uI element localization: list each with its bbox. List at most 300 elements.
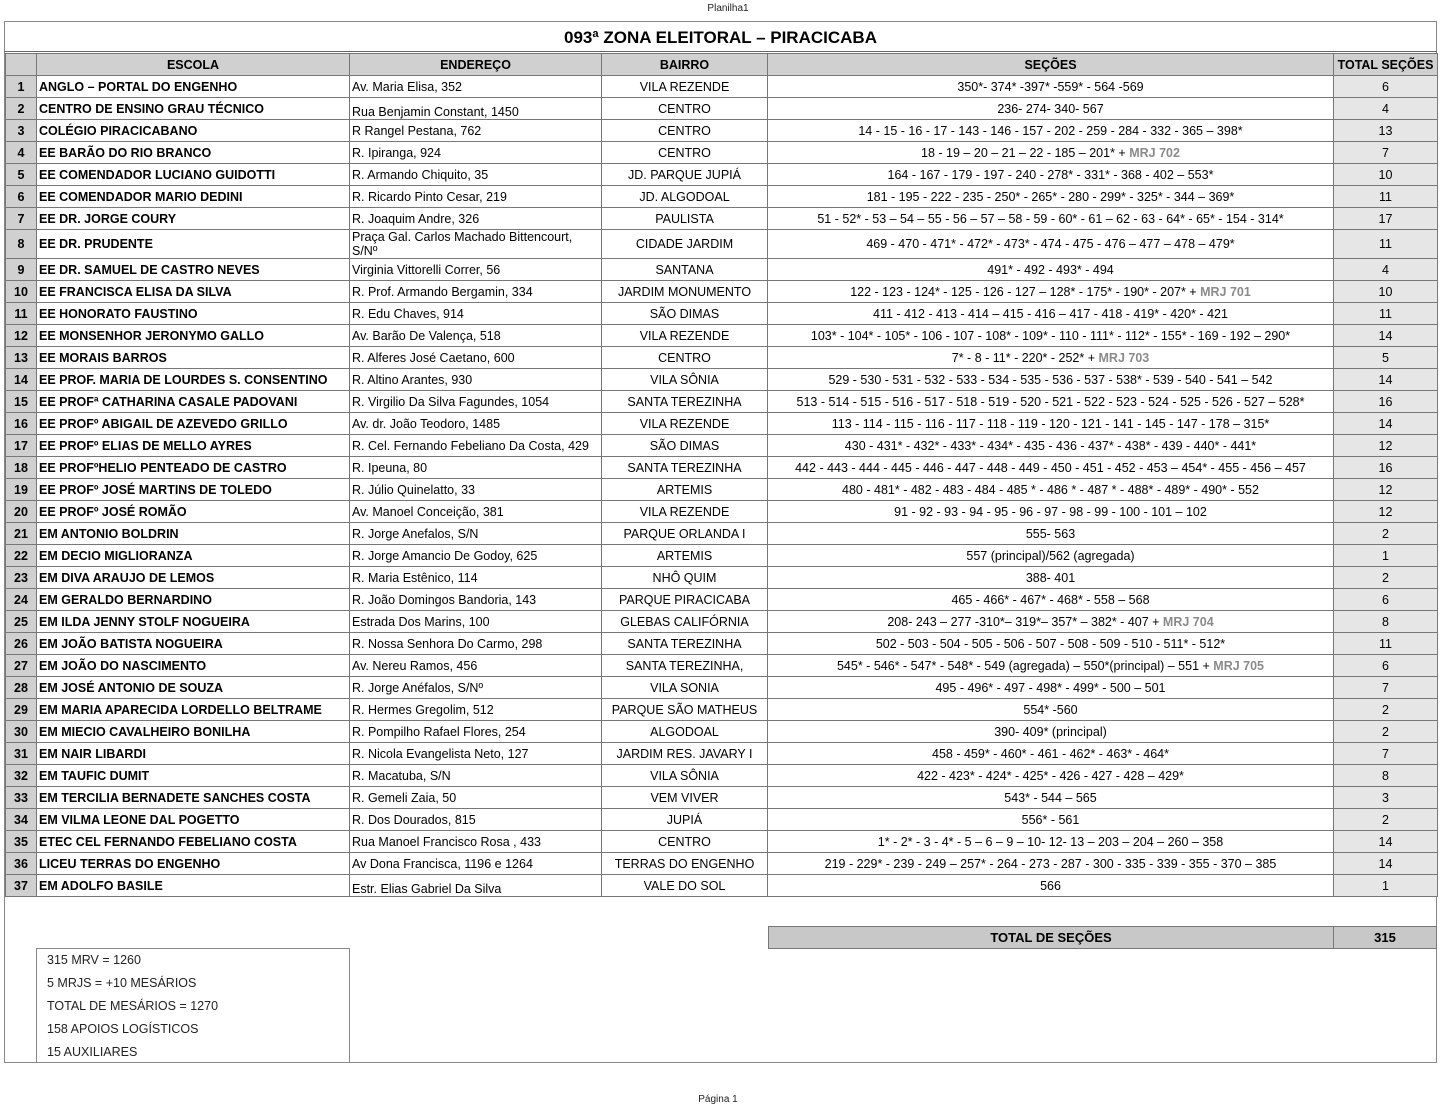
secoes-text: 557 (principal)/562 (agregada)	[966, 548, 1135, 563]
cell-escola[interactable]: EE MORAIS BARROS	[37, 347, 350, 369]
endereco-text: R. Maria Estênico, 114	[352, 570, 478, 585]
cell-total[interactable]: 14	[1334, 831, 1438, 853]
secoes-text: 350*- 374* -397* -559* - 564 -569	[957, 79, 1144, 94]
cell-endereco[interactable]	[350, 391, 602, 413]
cell-secoes[interactable]	[768, 567, 1334, 589]
secoes-text: 122 - 123 - 124* - 125 - 126 - 127 – 128* - 175* - 190* - 207* +	[850, 284, 1201, 299]
cell-escola[interactable]: EM DIVA ARAUJO DE LEMOS	[37, 567, 350, 589]
secoes-text: 219 - 229* - 239 - 249 – 257* - 264 - 273 - 287 - 300 - 335 - 339 - 355 - 370 – 385	[824, 856, 1277, 871]
totals-value: 315	[1334, 926, 1437, 949]
cell-total[interactable]: 8	[1334, 611, 1438, 633]
cell-total[interactable]: 4	[1334, 259, 1438, 281]
summary-line: 5 MRJS = +10 MESÁRIOS	[47, 976, 197, 990]
row-number[interactable]: 21	[6, 523, 37, 545]
table-row	[6, 186, 1438, 208]
row-number[interactable]: 33	[6, 787, 37, 809]
row-number[interactable]: 8	[6, 230, 37, 259]
cell-bairro[interactable]: VILA SÔNIA	[602, 369, 768, 391]
cell-total[interactable]: 1	[1334, 545, 1438, 567]
summary-line: 158 APOIOS LOGÍSTICOS	[47, 1022, 199, 1036]
endereco-text: Rua Benjamin Constant, 1450	[352, 104, 519, 119]
cell-secoes[interactable]	[768, 611, 1334, 633]
cell-total[interactable]: 2	[1334, 809, 1438, 831]
cell-escola[interactable]: EM VILMA LEONE DAL POGETTO	[37, 809, 350, 831]
cell-total[interactable]: 10	[1334, 164, 1438, 186]
cell-endereco[interactable]	[350, 655, 602, 677]
cell-secoes[interactable]	[768, 545, 1334, 567]
cell-escola[interactable]: EM JOÃO BATISTA NOGUEIRA	[37, 633, 350, 655]
cell-escola[interactable]: EE PROFº ELIAS DE MELLO AYRES	[37, 435, 350, 457]
cell-escola[interactable]: EE COMENDADOR LUCIANO GUIDOTTI	[37, 164, 350, 186]
endereco-text: Av. Barão De Valença, 518	[352, 328, 501, 343]
cell-total[interactable]: 2	[1334, 699, 1438, 721]
endereco-text: R. Hermes Gregolim, 512	[352, 702, 494, 717]
header-escola[interactable]: ESCOLA	[37, 54, 350, 76]
cell-bairro[interactable]: VILA REZENDE	[602, 325, 768, 347]
row-number[interactable]: 2	[6, 98, 37, 120]
cell-total[interactable]: 7	[1334, 142, 1438, 164]
cell-escola[interactable]: EM JOÃO DO NASCIMENTO	[37, 655, 350, 677]
cell-secoes[interactable]	[768, 765, 1334, 787]
cell-escola[interactable]: EE COMENDADOR MARIO DEDINI	[37, 186, 350, 208]
cell-endereco[interactable]	[350, 208, 602, 230]
cell-endereco[interactable]	[350, 853, 602, 875]
row-number[interactable]: 3	[6, 120, 37, 142]
cell-endereco[interactable]	[350, 721, 602, 743]
cell-escola[interactable]: CENTRO DE ENSINO GRAU TÉCNICO	[37, 98, 350, 120]
table-row	[6, 347, 1438, 369]
cell-endereco[interactable]	[350, 303, 602, 325]
cell-bairro[interactable]: SÃO DIMAS	[602, 303, 768, 325]
secoes-text: 554* -560	[1023, 702, 1078, 717]
cell-secoes[interactable]	[768, 303, 1334, 325]
cell-secoes[interactable]	[768, 831, 1334, 853]
cell-escola[interactable]: EE HONORATO FAUSTINO	[37, 303, 350, 325]
cell-bairro[interactable]: SANTANA	[602, 259, 768, 281]
cell-secoes[interactable]	[768, 677, 1334, 699]
cell-escola[interactable]: EE PROF. MARIA DE LOURDES S. CONSENTINO	[37, 369, 350, 391]
cell-bairro[interactable]: GLEBAS CALIFÓRNIA	[602, 611, 768, 633]
row-number[interactable]: 25	[6, 611, 37, 633]
secoes-text: 51 - 52* - 53 – 54 – 55 - 56 – 57 – 58 - 59 - 60* - 61 – 62 - 63 - 64* - 65* - 154 - 314*	[817, 211, 1284, 226]
header-endereco[interactable]: ENDEREÇO	[350, 54, 602, 76]
table-row	[6, 699, 1438, 721]
cell-secoes[interactable]	[768, 589, 1334, 611]
cell-bairro[interactable]: VILA REZENDE	[602, 413, 768, 435]
secoes-text: 388- 401	[1025, 570, 1076, 585]
cell-total[interactable]: 3	[1334, 787, 1438, 809]
cell-total[interactable]: 11	[1334, 303, 1438, 325]
cell-endereco[interactable]	[350, 589, 602, 611]
cell-escola[interactable]: EE PROFª CATHARINA CASALE PADOVANI	[37, 391, 350, 413]
cell-endereco[interactable]	[350, 765, 602, 787]
page-footer: Página 1	[698, 1094, 738, 1105]
cell-total[interactable]: 14	[1334, 369, 1438, 391]
row-number[interactable]: 11	[6, 303, 37, 325]
endereco-text: R. Ricardo Pinto Cesar, 219	[352, 189, 507, 204]
cell-endereco[interactable]	[350, 186, 602, 208]
cell-total[interactable]: 8	[1334, 765, 1438, 787]
row-number[interactable]: 19	[6, 479, 37, 501]
cell-endereco[interactable]	[350, 164, 602, 186]
header-bairro[interactable]: BAIRRO	[602, 54, 768, 76]
cell-secoes[interactable]	[768, 325, 1334, 347]
endereco-text: Estr. Elias Gabriel Da Silva	[352, 881, 502, 896]
row-number[interactable]: 5	[6, 164, 37, 186]
cell-endereco[interactable]	[350, 501, 602, 523]
row-number[interactable]: 6	[6, 186, 37, 208]
cell-secoes[interactable]	[768, 853, 1334, 875]
cell-escola[interactable]: EM JOSÉ ANTONIO DE SOUZA	[37, 677, 350, 699]
cell-total[interactable]: 11	[1334, 633, 1438, 655]
row-number[interactable]: 22	[6, 545, 37, 567]
cell-total[interactable]: 1	[1334, 875, 1438, 897]
cell-endereco[interactable]	[350, 677, 602, 699]
row-number[interactable]: 24	[6, 589, 37, 611]
cell-escola[interactable]: EM TERCILIA BERNADETE SANCHES COSTA	[37, 787, 350, 809]
cell-bairro[interactable]: PARQUE PIRACICABA	[602, 589, 768, 611]
cell-escola[interactable]: EE DR. SAMUEL DE CASTRO NEVES	[37, 259, 350, 281]
cell-total[interactable]: 11	[1334, 186, 1438, 208]
cell-bairro[interactable]: VILA SÔNIA	[602, 765, 768, 787]
cell-endereco[interactable]	[350, 369, 602, 391]
cell-bairro[interactable]: CENTRO	[602, 347, 768, 369]
cell-bairro[interactable]: JD. PARQUE JUPIÁ	[602, 164, 768, 186]
cell-total[interactable]: 12	[1334, 479, 1438, 501]
cell-escola[interactable]: EE PROFº JOSÉ MARTINS DE TOLEDO	[37, 479, 350, 501]
cell-escola[interactable]: EM DECIO MIGLIORANZA	[37, 545, 350, 567]
cell-total[interactable]: 5	[1334, 347, 1438, 369]
cell-total[interactable]: 12	[1334, 501, 1438, 523]
cell-endereco[interactable]	[350, 281, 602, 303]
cell-bairro[interactable]: JARDIM MONUMENTO	[602, 281, 768, 303]
table-row	[6, 76, 1438, 98]
cell-endereco[interactable]	[350, 76, 602, 98]
cell-secoes[interactable]	[768, 479, 1334, 501]
table-row	[6, 457, 1438, 479]
cell-total[interactable]: 14	[1334, 413, 1438, 435]
cell-endereco[interactable]	[350, 611, 602, 633]
totals-label: TOTAL DE SEÇÕES	[768, 926, 1334, 949]
cell-secoes[interactable]	[768, 435, 1334, 457]
cell-endereco[interactable]	[350, 120, 602, 142]
secoes-text: 103* - 104* - 105* - 106 - 107 - 108* - 109* - 110 - 111* - 112* - 155* - 169 - 192 – 290*	[810, 328, 1291, 343]
cell-endereco[interactable]	[350, 787, 602, 809]
table-row	[6, 831, 1438, 853]
cell-escola[interactable]: EM MARIA APARECIDA LORDELLO BELTRAME	[37, 699, 350, 721]
row-number[interactable]: 31	[6, 743, 37, 765]
secoes-text: 469 - 470 - 471* - 472* - 473* - 474 - 475 - 476 – 477 – 478 – 479*	[866, 237, 1235, 251]
cell-escola[interactable]: LICEU TERRAS DO ENGENHO	[37, 853, 350, 875]
header-total[interactable]: TOTAL SEÇÕES	[1334, 54, 1438, 76]
cell-secoes[interactable]	[768, 413, 1334, 435]
cell-bairro[interactable]: JARDIM RES. JAVARY I	[602, 743, 768, 765]
row-number[interactable]: 17	[6, 435, 37, 457]
cell-escola[interactable]: EE BARÃO DO RIO BRANCO	[37, 142, 350, 164]
cell-secoes[interactable]	[768, 347, 1334, 369]
secoes-text: 422 - 423* - 424* - 425* - 426 - 427 - 428 – 429*	[917, 768, 1184, 783]
cell-escola[interactable]: EE FRANCISCA ELISA DA SILVA	[37, 281, 350, 303]
cell-total[interactable]: 17	[1334, 208, 1438, 230]
endereco-text: R. Cel. Fernando Febeliano Da Costa, 429	[352, 438, 589, 453]
cell-bairro[interactable]: TERRAS DO ENGENHO	[602, 853, 768, 875]
row-number[interactable]: 13	[6, 347, 37, 369]
table-row	[6, 164, 1438, 186]
row-number[interactable]: 1	[6, 76, 37, 98]
cell-secoes[interactable]	[768, 281, 1334, 303]
secoes-text: 18 - 19 – 20 – 21 – 22 - 185 – 201* +	[921, 145, 1130, 160]
cell-endereco[interactable]	[350, 743, 602, 765]
cell-secoes[interactable]	[768, 164, 1334, 186]
cell-escola[interactable]: EE PROFº ABIGAIL DE AZEVEDO GRILLO	[37, 413, 350, 435]
cell-bairro[interactable]: PAULISTA	[602, 208, 768, 230]
cell-bairro[interactable]: JUPIÁ	[602, 809, 768, 831]
cell-total[interactable]: 16	[1334, 391, 1438, 413]
cell-escola[interactable]: ANGLO – PORTAL DO ENGENHO	[37, 76, 350, 98]
table-row	[6, 501, 1438, 523]
cell-secoes[interactable]	[768, 208, 1334, 230]
cell-bairro[interactable]: VILA REZENDE	[602, 501, 768, 523]
cell-secoes[interactable]	[768, 699, 1334, 721]
cell-endereco[interactable]	[350, 259, 602, 281]
row-number[interactable]: 7	[6, 208, 37, 230]
cell-endereco[interactable]	[350, 831, 602, 853]
cell-total[interactable]: 6	[1334, 76, 1438, 98]
cell-bairro[interactable]: SANTA TEREZINHA	[602, 391, 768, 413]
cell-total[interactable]: 10	[1334, 281, 1438, 303]
cell-secoes[interactable]	[768, 230, 1334, 259]
cell-total[interactable]: 4	[1334, 98, 1438, 120]
cell-endereco[interactable]	[350, 633, 602, 655]
cell-total[interactable]: 12	[1334, 435, 1438, 457]
table-row	[6, 875, 1438, 897]
cell-bairro[interactable]: NHÔ QUIM	[602, 567, 768, 589]
row-number[interactable]: 28	[6, 677, 37, 699]
table-row	[6, 765, 1438, 787]
table-row	[6, 721, 1438, 743]
endereco-text: R. Edu Chaves, 914	[352, 306, 464, 321]
secoes-text: 164 - 167 - 179 - 197 - 240 - 278* - 331* - 368 - 402 – 553*	[887, 167, 1214, 182]
row-number[interactable]: 34	[6, 809, 37, 831]
row-number[interactable]: 27	[6, 655, 37, 677]
cell-bairro[interactable]: VILA SONIA	[602, 677, 768, 699]
cell-total[interactable]: 2	[1334, 523, 1438, 545]
cell-escola[interactable]: EM ILDA JENNY STOLF NOGUEIRA	[37, 611, 350, 633]
cell-bairro[interactable]: ARTEMIS	[602, 545, 768, 567]
cell-endereco[interactable]	[350, 875, 602, 897]
row-number[interactable]: 37	[6, 875, 37, 897]
cell-endereco[interactable]	[350, 567, 602, 589]
cell-escola[interactable]: EE DR. JORGE COURY	[37, 208, 350, 230]
cell-total[interactable]: 13	[1334, 120, 1438, 142]
cell-secoes[interactable]	[768, 501, 1334, 523]
row-number[interactable]: 12	[6, 325, 37, 347]
cell-escola[interactable]: ETEC CEL FERNANDO FEBELIANO COSTA	[37, 831, 350, 853]
secoes-text: 390- 409* (principal)	[994, 724, 1107, 739]
endereco-text: R. Ipiranga, 924	[352, 145, 441, 160]
header-secoes[interactable]: SEÇÕES	[768, 54, 1334, 76]
secoes-text: 480 - 481* - 482 - 483 - 484 - 485 * - 486 * - 487 * - 488* - 489* - 490* - 552	[842, 482, 1259, 497]
mrj-label: MRJ 702	[1129, 145, 1180, 160]
table-row	[6, 303, 1438, 325]
table-row	[6, 98, 1438, 120]
cell-bairro[interactable]: VEM VIVER	[602, 787, 768, 809]
cell-secoes[interactable]	[768, 633, 1334, 655]
endereco-text: R. Dos Dourados, 815	[352, 812, 476, 827]
cell-escola[interactable]: EE MONSENHOR JERONYMO GALLO	[37, 325, 350, 347]
endereco-text: R. Joaquim Andre, 326	[352, 211, 480, 226]
cell-secoes[interactable]	[768, 391, 1334, 413]
cell-escola[interactable]: EM GERALDO BERNARDINO	[37, 589, 350, 611]
endereco-text: R. Júlio Quinelatto, 33	[352, 482, 475, 497]
row-number[interactable]: 9	[6, 259, 37, 281]
endereco-text: Av. Manoel Conceição, 381	[352, 504, 504, 519]
table-row	[6, 369, 1438, 391]
cell-bairro[interactable]: SÃO DIMAS	[602, 435, 768, 457]
table-row	[6, 523, 1438, 545]
cell-endereco[interactable]	[350, 325, 602, 347]
table-row	[6, 479, 1438, 501]
secoes-text: 113 - 114 - 115 - 116 - 117 - 118 - 119 - 120 - 121 - 141 - 145 - 147 - 178 – 315*	[831, 416, 1270, 431]
cell-total[interactable]: 6	[1334, 589, 1438, 611]
cell-escola[interactable]: EM MIECIO CAVALHEIRO BONILHA	[37, 721, 350, 743]
cell-escola[interactable]: COLÉGIO PIRACICABANO	[37, 120, 350, 142]
cell-endereco[interactable]	[350, 523, 602, 545]
cell-secoes[interactable]	[768, 98, 1334, 120]
cell-total[interactable]: 2	[1334, 721, 1438, 743]
cell-escola[interactable]: EM ANTONIO BOLDRIN	[37, 523, 350, 545]
cell-endereco[interactable]	[350, 413, 602, 435]
cell-escola[interactable]: EE PROFº JOSÉ ROMÃO	[37, 501, 350, 523]
cell-endereco[interactable]	[350, 142, 602, 164]
endereco-text: Av. dr. João Teodoro, 1485	[352, 416, 501, 431]
cell-endereco[interactable]	[350, 457, 602, 479]
cell-secoes[interactable]	[768, 142, 1334, 164]
cell-endereco[interactable]	[350, 347, 602, 369]
cell-total[interactable]: 16	[1334, 457, 1438, 479]
endereco-text: R. Prof. Armando Bergamin, 334	[352, 284, 533, 299]
cell-total[interactable]: 7	[1334, 743, 1438, 765]
cell-bairro[interactable]: CENTRO	[602, 120, 768, 142]
cell-bairro[interactable]: CIDADE JARDIM	[602, 230, 768, 259]
row-number[interactable]: 16	[6, 413, 37, 435]
cell-secoes[interactable]	[768, 523, 1334, 545]
row-number[interactable]: 30	[6, 721, 37, 743]
row-number[interactable]: 15	[6, 391, 37, 413]
cell-bairro[interactable]: PARQUE SÃO MATHEUS	[602, 699, 768, 721]
sheet-name: Planilha1	[707, 3, 749, 14]
cell-secoes[interactable]	[768, 809, 1334, 831]
row-number[interactable]: 23	[6, 567, 37, 589]
row-number[interactable]: 35	[6, 831, 37, 853]
cell-bairro[interactable]: SANTA TEREZINHA,	[602, 655, 768, 677]
endereco-text: R. Macatuba, S/N	[352, 768, 451, 783]
secoes-text: 555- 563	[1025, 526, 1076, 541]
endereco-text: R. Nicola Evangelista Neto, 127	[352, 746, 529, 761]
cell-secoes[interactable]	[768, 875, 1334, 897]
cell-escola[interactable]: EM NAIR LIBARDI	[37, 743, 350, 765]
endereco-text: Rua Manoel Francisco Rosa , 433	[352, 834, 541, 849]
table-row	[6, 589, 1438, 611]
cell-escola[interactable]: EM TAUFIC DUMIT	[37, 765, 350, 787]
cell-endereco[interactable]	[350, 545, 602, 567]
cell-endereco[interactable]	[350, 435, 602, 457]
row-number[interactable]: 26	[6, 633, 37, 655]
row-number[interactable]: 4	[6, 142, 37, 164]
cell-secoes[interactable]	[768, 186, 1334, 208]
table-row	[6, 120, 1438, 142]
cell-secoes[interactable]	[768, 369, 1334, 391]
cell-secoes[interactable]	[768, 457, 1334, 479]
row-number[interactable]: 18	[6, 457, 37, 479]
table-row	[6, 611, 1438, 633]
cell-total[interactable]: 6	[1334, 655, 1438, 677]
cell-secoes[interactable]	[768, 259, 1334, 281]
cell-total[interactable]: 11	[1334, 230, 1438, 259]
secoes-text: 513 - 514 - 515 - 516 - 517 - 518 - 519 - 520 - 521 - 522 - 523 - 524 - 525 - 526 - 527 – 528*	[796, 394, 1305, 409]
secoes-text: 458 - 459* - 460* - 461 - 462* - 463* - 464*	[932, 746, 1169, 761]
cell-endereco[interactable]	[350, 479, 602, 501]
cell-endereco[interactable]	[350, 699, 602, 721]
secoes-text: 236- 274- 340- 567	[997, 101, 1104, 116]
cell-bairro[interactable]: PARQUE ORLANDA I	[602, 523, 768, 545]
cell-bairro[interactable]: ARTEMIS	[602, 479, 768, 501]
cell-bairro[interactable]: VILA REZENDE	[602, 76, 768, 98]
cell-bairro[interactable]: CENTRO	[602, 98, 768, 120]
cell-bairro[interactable]: SANTA TEREZINHA	[602, 633, 768, 655]
cell-endereco[interactable]	[350, 98, 602, 120]
cell-secoes[interactable]	[768, 721, 1334, 743]
endereco-text: Praça Gal. Carlos Machado Bittencourt, S/Nº	[352, 230, 573, 258]
endereco-text: R. Ipeuna, 80	[352, 460, 428, 475]
cell-bairro[interactable]: ALGODOAL	[602, 721, 768, 743]
endereco-text: R. Virgilio Da Silva Fagundes, 1054	[352, 394, 550, 409]
cell-total[interactable]: 14	[1334, 325, 1438, 347]
row-number[interactable]: 14	[6, 369, 37, 391]
row-number[interactable]: 32	[6, 765, 37, 787]
cell-bairro[interactable]: VALE DO SOL	[602, 875, 768, 897]
row-number[interactable]: 29	[6, 699, 37, 721]
cell-secoes[interactable]	[768, 76, 1334, 98]
endereco-text: Av Dona Francisca, 1196 e 1264	[352, 856, 533, 871]
row-number[interactable]: 20	[6, 501, 37, 523]
row-number[interactable]: 36	[6, 853, 37, 875]
row-number[interactable]: 10	[6, 281, 37, 303]
cell-total[interactable]: 14	[1334, 853, 1438, 875]
cell-bairro[interactable]: SANTA TEREZINHA	[602, 457, 768, 479]
cell-escola[interactable]: EM ADOLFO BASILE	[37, 875, 350, 897]
endereco-text: R. Jorge Anéfalos, S/Nº	[352, 680, 484, 695]
cell-escola[interactable]: EE DR. PRUDENTE	[37, 230, 350, 259]
cell-endereco[interactable]	[350, 809, 602, 831]
cell-secoes[interactable]	[768, 743, 1334, 765]
cell-escola[interactable]: EE PROFºHELIO PENTEADO DE CASTRO	[37, 457, 350, 479]
cell-endereco[interactable]	[350, 230, 602, 259]
secoes-text: 7* - 8 - 11* - 220* - 252* +	[951, 350, 1099, 365]
cell-total[interactable]: 7	[1334, 677, 1438, 699]
cell-bairro[interactable]: CENTRO	[602, 831, 768, 853]
cell-bairro[interactable]: JD. ALGODOAL	[602, 186, 768, 208]
cell-bairro[interactable]: CENTRO	[602, 142, 768, 164]
cell-secoes[interactable]	[768, 120, 1334, 142]
cell-secoes[interactable]	[768, 787, 1334, 809]
table-row	[6, 281, 1438, 303]
mrj-label: MRJ 704	[1162, 614, 1214, 629]
cell-total[interactable]: 2	[1334, 567, 1438, 589]
secoes-text: 495 - 496* - 497 - 498* - 499* - 500 – 501	[935, 680, 1166, 695]
table-row	[6, 633, 1438, 655]
cell-secoes[interactable]	[768, 655, 1334, 677]
